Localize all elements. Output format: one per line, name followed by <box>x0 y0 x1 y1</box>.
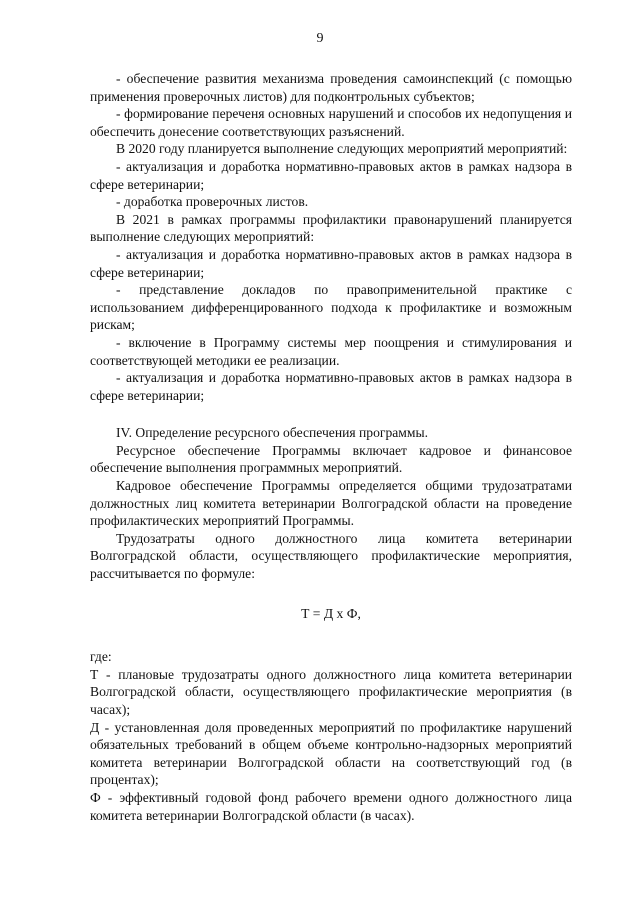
paragraph-2021-item-acts-repeat: - актуализация и доработка нормативно-правовых актов в рамках надзора в сфере ветеринарии; <box>90 370 572 403</box>
paragraph-labor-costs: Трудозатраты одного должностного лица комитета ветеринарии Волгоградской области, осуществляющего профилактические мероприятия, рассчитывается по формуле: <box>90 530 572 582</box>
definition-d: Д - установленная доля проведенных мероприятий по профилактике нарушений обязательных требований в общем объеме контрольно-надзорных мероприятий комитета ветеринарии Волгоградской области на соответствующий год (в процентах); <box>90 719 572 788</box>
paragraph-staffing: Кадровое обеспечение Программы определяется общими трудозатратами должностных лиц комитета ветеринарии Волгоградской области на проведение профилактических мероприятий Программы. <box>90 478 572 529</box>
definition-f: Ф - эффективный годовой фонд рабочего времени одного должностного лица комитета ветеринарии Волгоградской области (в часах). <box>90 789 572 823</box>
document-body <box>90 70 572 824</box>
paragraph-2021-item-reports: - представление докладов по правоприменительной практике с использованием дифференцированного подхода к профилактике и возможным рискам; <box>90 282 572 333</box>
paragraph-2021-item-acts: - актуализация и доработка нормативно-правовых актов в рамках надзора в сфере ветеринарии; <box>90 246 572 280</box>
formula: Т = Д х Ф, <box>301 605 361 621</box>
definition-t: Т - плановые трудозатраты одного должностного лица комитета ветеринарии Волгоградской области, осуществляющего профилактические мероприятия (в часах); <box>90 666 572 717</box>
paragraph-2021-item-incentives: - включение в Программу системы мер поощрения и стимулирования и соответствующей методики ее реализации. <box>90 334 572 368</box>
paragraph-2020-item-acts: - актуализация и доработка нормативно-правовых актов в рамках надзора в сфере ветеринарии; <box>90 158 572 192</box>
paragraph-2020-plan: В 2020 году планируется выполнение следующих мероприятий мероприятий: <box>116 141 568 157</box>
where-label: где: <box>90 649 112 665</box>
section-heading: IV. Определение ресурсного обеспечения программы. <box>116 425 429 441</box>
paragraph-2021-plan: В 2021 в рамках программы профилактики правонарушений планируется выполнение следующих мероприятий: <box>90 211 572 245</box>
page-number: 9 <box>316 31 324 46</box>
paragraph-self-inspection: - обеспечение развития механизма проведения самоинспекций (с помощью применения проверочных листов) для подконтрольных субъектов; <box>90 71 572 104</box>
paragraph-2020-item-checklists: - доработка проверочных листов. <box>116 194 309 210</box>
paragraph-violations-list: - формирование переченя основных нарушений и способов их недопущения и обеспечить донесение соответствующих разъяснений. <box>90 106 572 139</box>
paragraph-resource-provision: Ресурсное обеспечение Программы включает кадровое и финансовое обеспечение выполнения программных мероприятий. <box>90 442 572 476</box>
